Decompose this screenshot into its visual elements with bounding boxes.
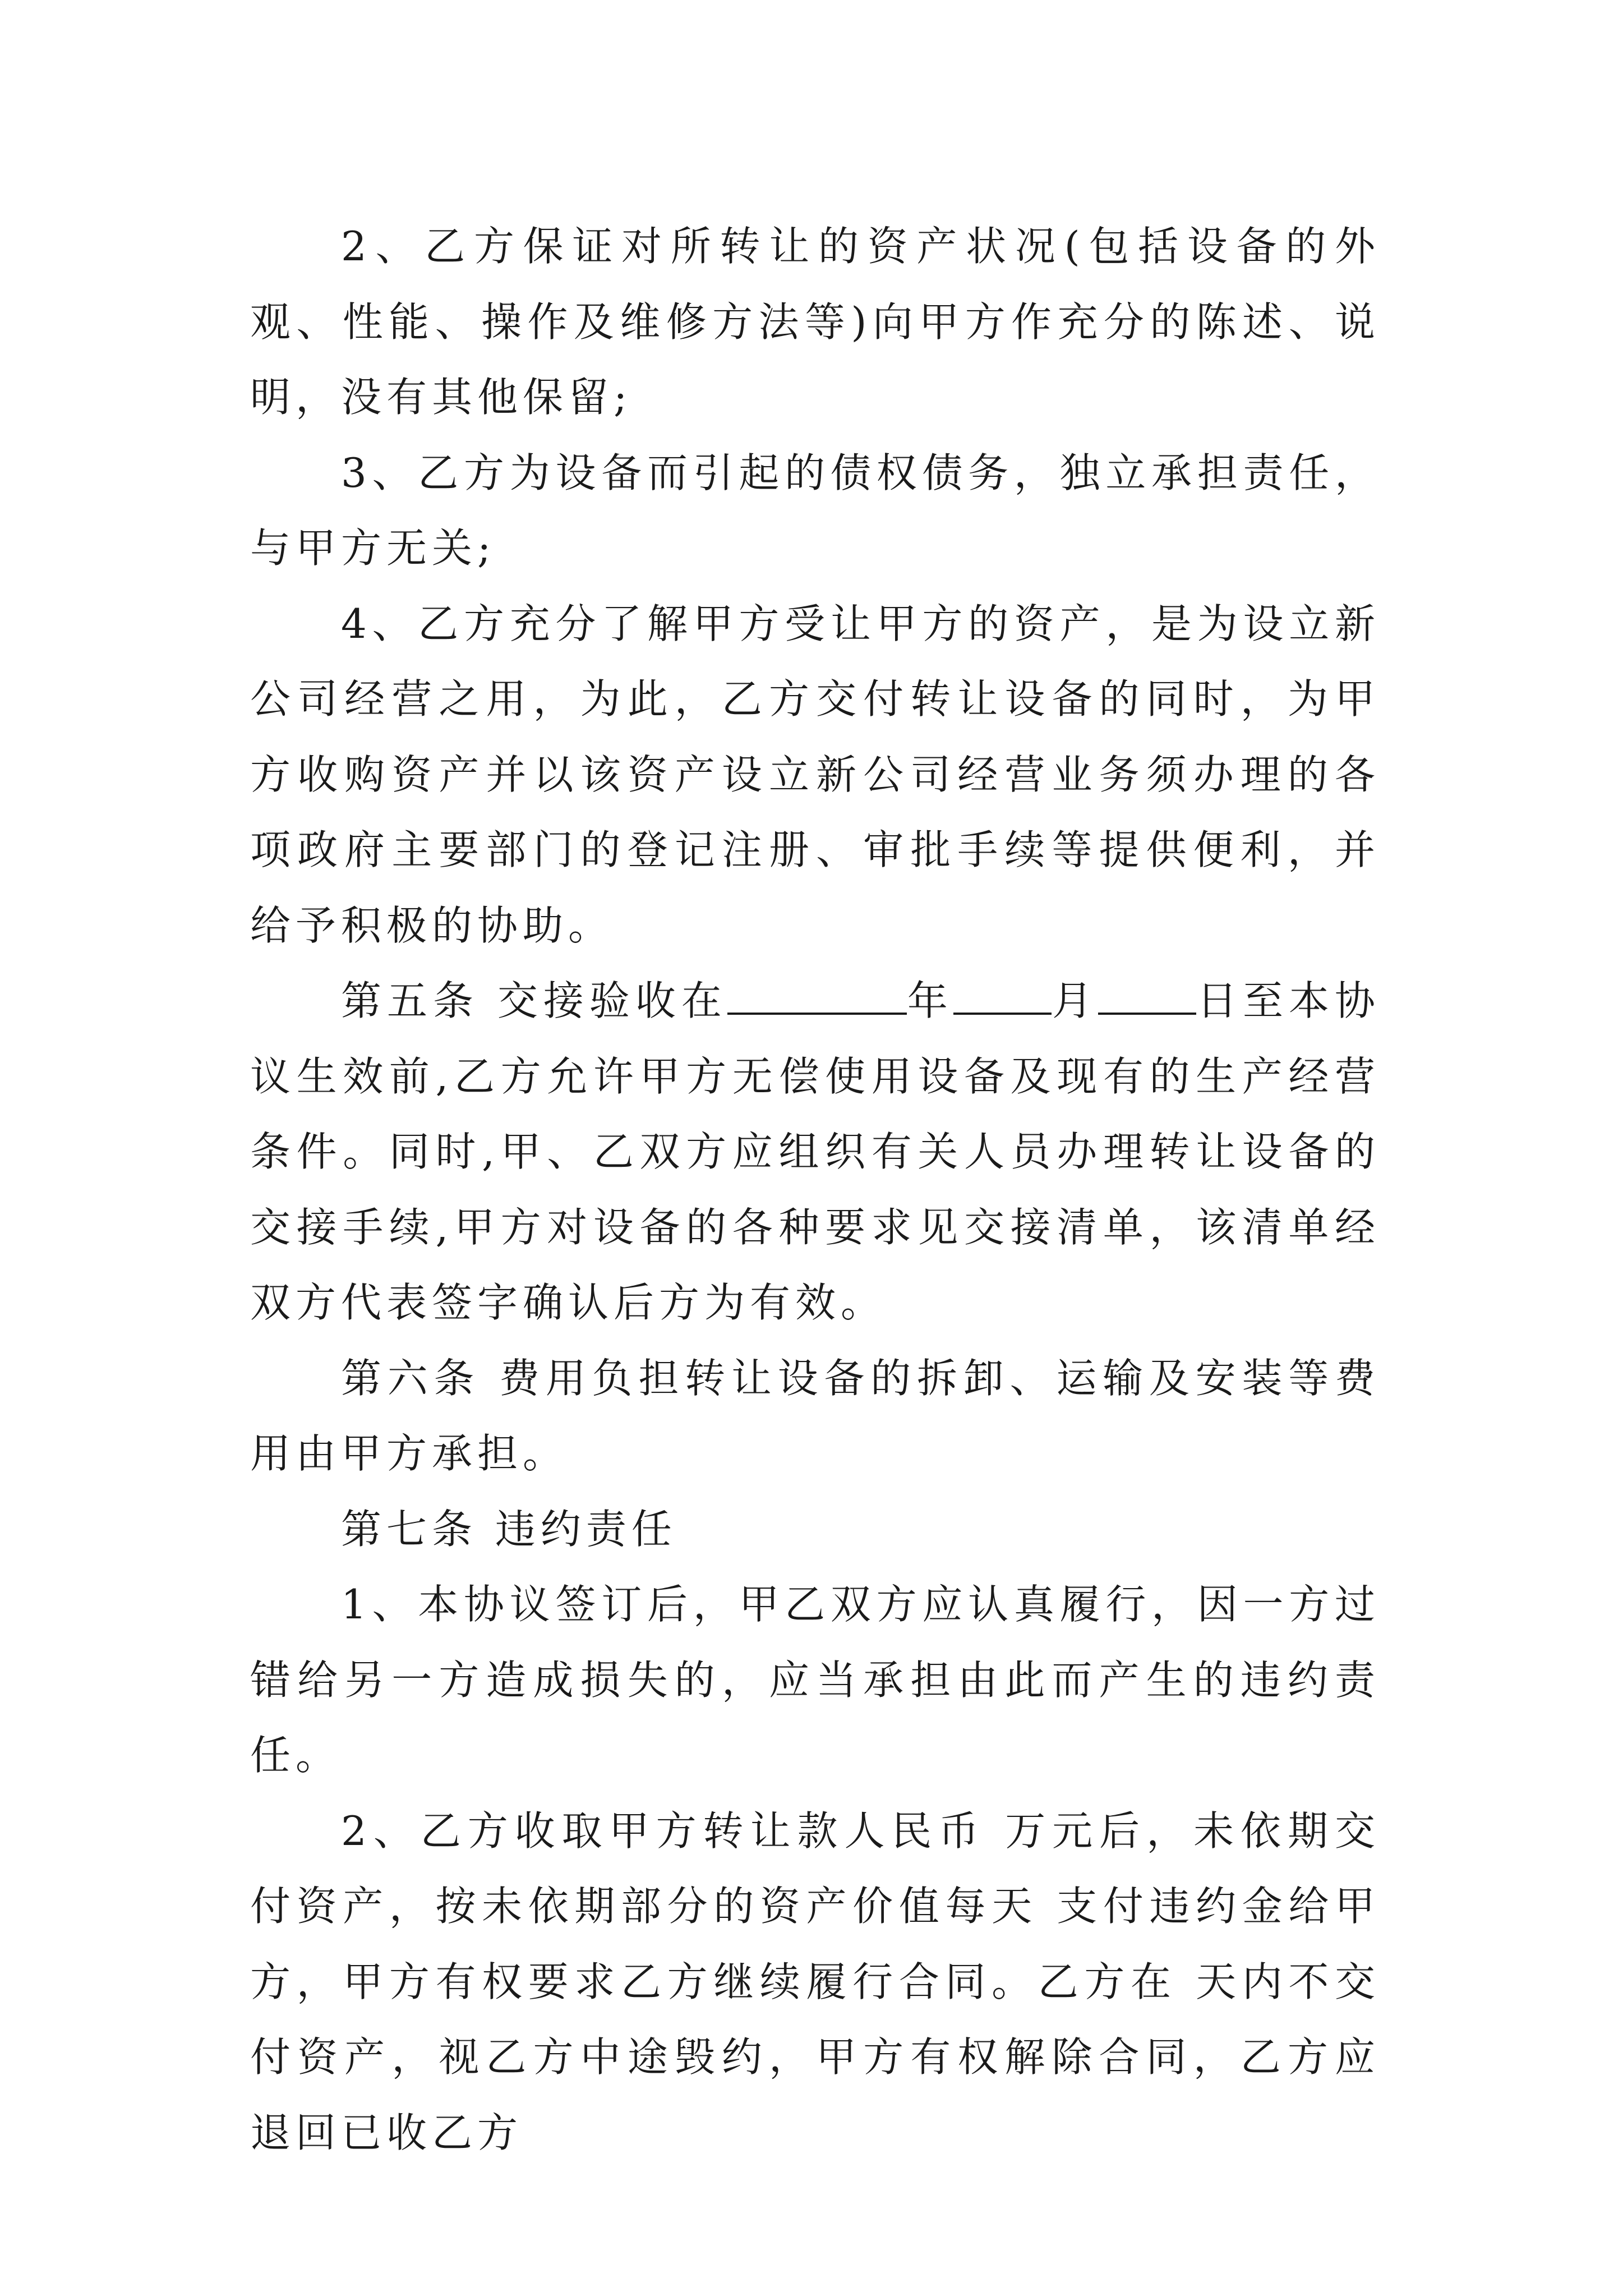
paragraph-item-3: 3、乙方为设备而引起的债权债务，独立承担责任，与甲方无关; [250, 449, 1380, 572]
article-5-paragraph [250, 963, 1380, 1341]
article-7-item-1: 1、本协议签订后，甲乙双方应认真履行，因一方过错给另一方造成损失的，应当承担由此而产生的违约责任。 [250, 1581, 1380, 1779]
month-label: 月 [1051, 977, 1098, 1024]
paragraph-item-2: 2、乙方保证对所转让的资产状况(包括设备的外观、性能、操作及维修方法等)向甲方作充分的陈述、说明，没有其他保留; [250, 223, 1380, 421]
article-6-paragraph: 第六条 费用负担转让设备的拆卸、运输及安装等费用由甲方承担。 [250, 1354, 1380, 1477]
document-body [250, 209, 1380, 2170]
article-7-item-2: 2、乙方收取甲方转让款人民币 万元后，未依期交付资产，按未依期部分的资产价值每天 支付违约金给甲方，甲方有权要求乙方继续履行合同。乙方在 天内不交付资产，视乙方中途毁约，甲方有权解除合同，乙方应退回已收乙方 [250, 1807, 1380, 2156]
year-label: 年 [906, 977, 953, 1024]
year-blank [727, 977, 907, 1015]
article-5-suffix: 日至本协议生效前,乙方允许甲方无偿使用设备及现有的生产经营条件。同时,甲、乙双方应组织有关人员办理转让设备的交接手续,甲方对设备的各种要求见交接清单，该清单经双方代表签字确认后方为有效。 [250, 977, 1380, 1326]
article-7-title: 第七条 违约责任 [341, 1505, 677, 1553]
month-blank [953, 977, 1052, 1015]
paragraph-item-4: 4、乙方充分了解甲方受让甲方的资产，是为设立新公司经营之用，为此，乙方交付转让设备的同时，为甲方收购资产并以该资产设立新公司经营业务须办理的各项政府主要部门的登记注册、审批手续等提供便利，并给予积极的协助。 [250, 600, 1380, 949]
day-blank [1098, 977, 1196, 1015]
article-5-prefix: 第五条 交接验收在 [341, 977, 727, 1024]
